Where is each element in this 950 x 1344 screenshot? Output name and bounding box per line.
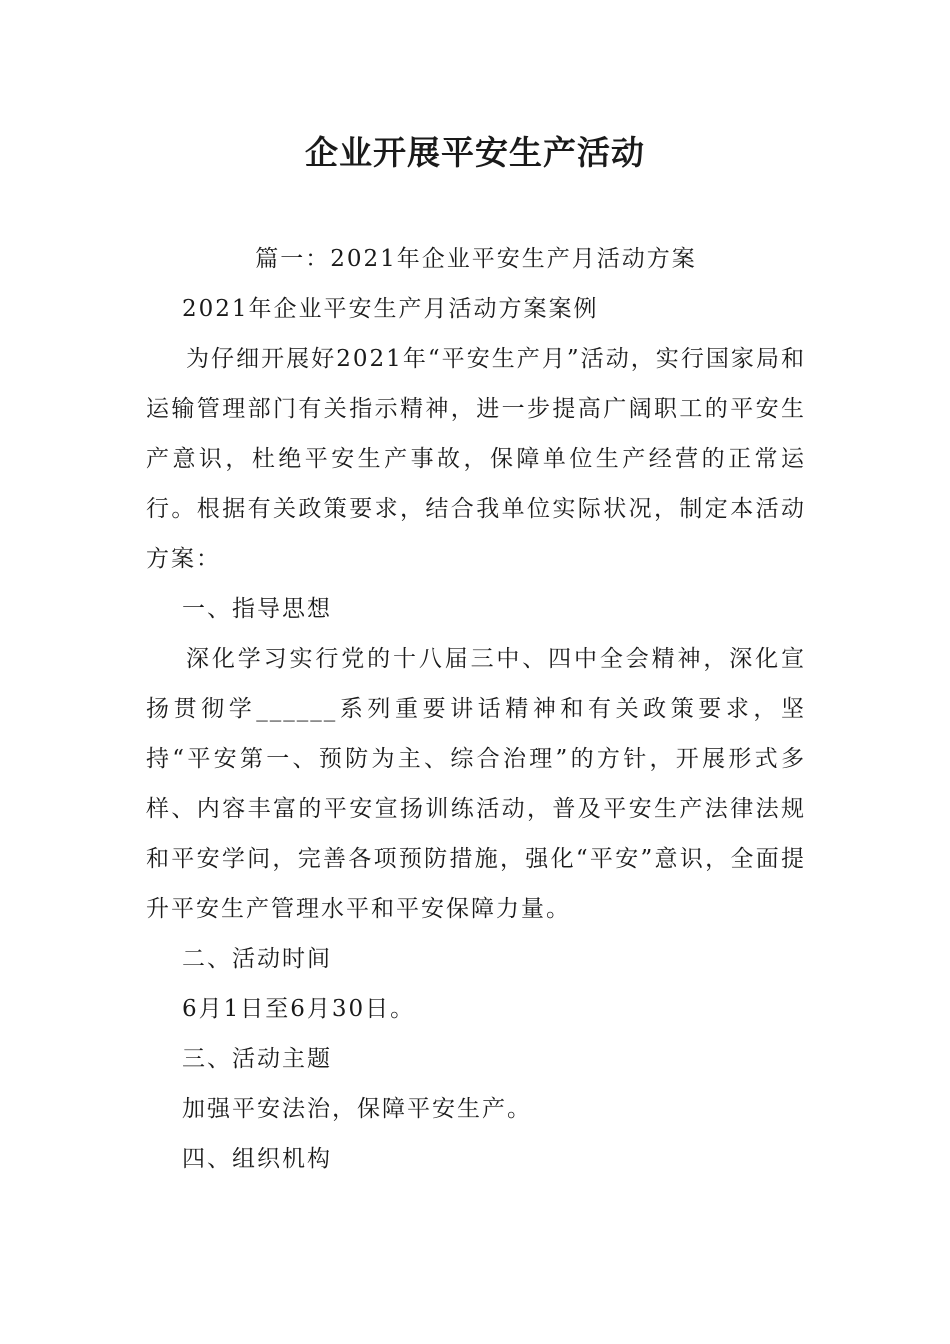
case-subtitle: 2021年企业平安生产月活动方案案例 [182, 296, 599, 322]
document-body [146, 234, 806, 1184]
heading-guiding-ideology: 一、指导思想 [182, 596, 332, 622]
heading-organization: 四、组织机构 [182, 1146, 332, 1172]
section-heading-part-one: 篇一：2021年企业平安生产月活动方案 [255, 246, 697, 272]
guiding-ideology-paragraph: 深化学习实行党的十八届三中、四中全会精神，深化宣扬贯彻学______系列重要讲话精神和有关政策要求，坚持“平安第一、预防为主、综合治理”的方针，开展形式多样、内容丰富的平安宣扬训练活动，普及平安生产法律法规和平安学问，完善各项预防措施，强化“平安”意识，全面提升平安生产管理水平和平安保障力量。 [146, 646, 806, 922]
document-title: 企业开展平安生产活动 [305, 133, 645, 172]
activity-theme-text: 加强平安法治，保障平安生产。 [182, 1096, 532, 1122]
activity-time-text: 6月1日至6月30日。 [182, 996, 416, 1022]
intro-paragraph: 为仔细开展好2021年“平安生产月”活动，实行国家局和运输管理部门有关指示精神，进一步提高广阔职工的平安生产意识，杜绝平安生产事故，保障单位生产经营的正常运行。根据有关政策要求，结合我单位实际状况，制定本活动方案： [146, 346, 806, 572]
heading-activity-time: 二、活动时间 [182, 946, 332, 972]
heading-activity-theme: 三、活动主题 [182, 1046, 332, 1072]
